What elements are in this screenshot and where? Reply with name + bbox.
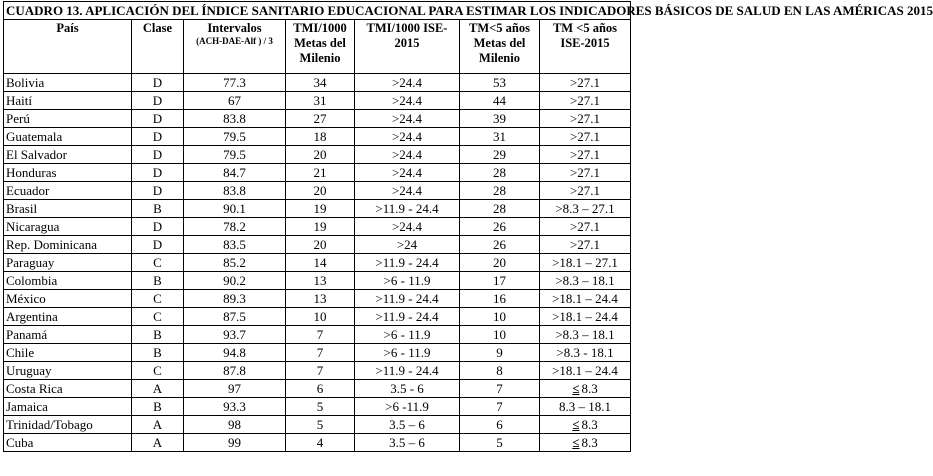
cell-tm5-metas: 31 [460, 128, 540, 146]
cell-pais: Rep. Dominicana [4, 236, 132, 254]
cell-tm5-ise: >27.1 [540, 74, 631, 92]
table-row [4, 164, 631, 182]
cell-pais: Uruguay [4, 362, 132, 380]
cell-tm5-metas: 53 [460, 74, 540, 92]
cell-tm5-ise: >8.3 – 18.1 [540, 326, 631, 344]
cell-tm5-metas: 20 [460, 254, 540, 272]
cell-tm5-metas: 16 [460, 290, 540, 308]
column-header-intervalos [184, 20, 286, 74]
cell-tm5-ise: >27.1 [540, 182, 631, 200]
cell-tm5-metas: 28 [460, 164, 540, 182]
table-row [4, 182, 631, 200]
table-row [4, 290, 631, 308]
cell-pais: Nicaragua [4, 218, 132, 236]
cell-intervalos: 79.5 [184, 146, 286, 164]
cell-pais: Jamaica [4, 398, 132, 416]
cell-tmi-metas: 31 [286, 92, 355, 110]
cell-tm5-metas: 10 [460, 308, 540, 326]
table-row [4, 74, 631, 92]
cell-pais: Paraguay [4, 254, 132, 272]
cell-intervalos: 83.8 [184, 182, 286, 200]
table-title: CUADRO 13. APLICACIÓN DEL ÍNDICE SANITARIO EDUCACIONAL PARA ESTIMAR LOS INDICADORES BÁSICOS DE SALUD EN LAS AMÉRICAS 2015 [4, 2, 631, 20]
cell-tmi-metas: 10 [286, 308, 355, 326]
table-row [4, 308, 631, 326]
cell-intervalos: 93.3 [184, 398, 286, 416]
cell-tm5-ise: 8.3 – 18.1 [540, 398, 631, 416]
cell-tmi-metas: 20 [286, 236, 355, 254]
cell-tmi-metas: 7 [286, 362, 355, 380]
cell-tm5-metas: 17 [460, 272, 540, 290]
table-row [4, 218, 631, 236]
column-header-intervalos-formula: (ACH-DAE-Alf ) / 3 [196, 36, 273, 46]
cell-pais: Panamá [4, 326, 132, 344]
cell-clase: D [132, 236, 184, 254]
cell-tmi-metas: 20 [286, 182, 355, 200]
cell-tmi-ise: >24.4 [355, 146, 460, 164]
cell-tm5-metas: 10 [460, 326, 540, 344]
less-equal-symbol: ≤ [572, 381, 580, 396]
cell-tm5-metas: 26 [460, 236, 540, 254]
cell-clase: B [132, 326, 184, 344]
cell-tmi-ise: >24.4 [355, 218, 460, 236]
column-header-tm5-metas: TM<5 años Metas del Milenio [460, 20, 540, 74]
cell-tmi-ise: >6 - 11.9 [355, 272, 460, 290]
cell-intervalos: 85.2 [184, 254, 286, 272]
cell-intervalos: 83.8 [184, 110, 286, 128]
cell-tmi-ise: >24 [355, 236, 460, 254]
cell-pais: Cuba [4, 434, 132, 452]
cell-intervalos: 77.3 [184, 74, 286, 92]
cell-clase: B [132, 200, 184, 218]
cell-pais: Haití [4, 92, 132, 110]
table-row [4, 272, 631, 290]
data-table [3, 1, 933, 452]
cell-tm5-ise: >18.1 – 27.1 [540, 254, 631, 272]
cell-tm5-metas: 5 [460, 434, 540, 452]
cell-tmi-metas: 7 [286, 326, 355, 344]
cell-intervalos: 87.5 [184, 308, 286, 326]
cell-intervalos: 98 [184, 416, 286, 434]
cell-tmi-ise: >11.9 - 24.4 [355, 308, 460, 326]
cell-tmi-ise: >24.4 [355, 92, 460, 110]
cell-tm5-metas: 7 [460, 380, 540, 398]
cell-intervalos: 79.5 [184, 128, 286, 146]
cell-tm5-ise: >8.3 – 18.1 [540, 272, 631, 290]
cell-tm5-ise: >27.1 [540, 146, 631, 164]
table-row [4, 362, 631, 380]
cell-tmi-metas: 27 [286, 110, 355, 128]
cell-tmi-metas: 5 [286, 416, 355, 434]
table-row [4, 326, 631, 344]
header-row [4, 20, 631, 74]
column-header-intervalos-label: Intervalos [207, 21, 262, 35]
cell-value: 8.3 [581, 417, 598, 432]
cell-tm5-ise: >27.1 [540, 110, 631, 128]
cell-clase: C [132, 254, 184, 272]
cell-pais: Trinidad/Tobago [4, 416, 132, 434]
cell-tmi-metas: 13 [286, 290, 355, 308]
cell-tmi-metas: 7 [286, 344, 355, 362]
cell-clase: C [132, 290, 184, 308]
table-row [4, 380, 631, 398]
cell-intervalos: 90.2 [184, 272, 286, 290]
cell-value: 8.3 [581, 381, 598, 396]
cell-pais: Argentina [4, 308, 132, 326]
cell-intervalos: 84.7 [184, 164, 286, 182]
cell-tmi-ise: >11.9 - 24.4 [355, 254, 460, 272]
cell-tm5-ise: >27.1 [540, 218, 631, 236]
cell-clase: C [132, 308, 184, 326]
column-header-tmi-metas: TMI/1000 Metas del Milenio [286, 20, 355, 74]
cell-pais: Chile [4, 344, 132, 362]
table-row [4, 236, 631, 254]
cell-tmi-ise: >24.4 [355, 110, 460, 128]
cell-tmi-ise: >24.4 [355, 128, 460, 146]
cell-tmi-metas: 5 [286, 398, 355, 416]
cell-intervalos: 97 [184, 380, 286, 398]
cell-tm5-ise: >18.1 – 24.4 [540, 308, 631, 326]
cell-tm5-metas: 28 [460, 182, 540, 200]
cell-clase: B [132, 344, 184, 362]
table-row [4, 398, 631, 416]
table-row [4, 200, 631, 218]
cell-tmi-ise: >24.4 [355, 164, 460, 182]
table-row [4, 254, 631, 272]
cell-pais: Bolivia [4, 74, 132, 92]
cell-tmi-ise: >24.4 [355, 74, 460, 92]
cell-intervalos: 99 [184, 434, 286, 452]
cell-pais: Brasil [4, 200, 132, 218]
cell-tmi-metas: 21 [286, 164, 355, 182]
cell-pais: El Salvador [4, 146, 132, 164]
less-equal-symbol: ≤ [572, 435, 580, 450]
table-row [4, 344, 631, 362]
cell-tmi-metas: 6 [286, 380, 355, 398]
cell-tmi-metas: 14 [286, 254, 355, 272]
column-header-tm5-ise: TM <5 años ISE-2015 [540, 20, 631, 74]
table-row [4, 416, 631, 434]
cell-tmi-ise: >11.9 - 24.4 [355, 290, 460, 308]
cell-pais: Honduras [4, 164, 132, 182]
cell-clase: B [132, 272, 184, 290]
cell-intervalos: 90.1 [184, 200, 286, 218]
cell-clase: B [132, 398, 184, 416]
table-row [4, 92, 631, 110]
cell-tm5-ise: >18.1 – 24.4 [540, 290, 631, 308]
cell-clase: D [132, 92, 184, 110]
cell-value: 8.3 [581, 435, 598, 450]
cell-tm5-ise: >8.3 - 18.1 [540, 344, 631, 362]
cell-intervalos: 93.7 [184, 326, 286, 344]
cell-tm5-metas: 28 [460, 200, 540, 218]
cell-tmi-ise: >11.9 - 24.4 [355, 200, 460, 218]
cell-intervalos: 78.2 [184, 218, 286, 236]
cell-pais: México [4, 290, 132, 308]
cell-tm5-ise: >27.1 [540, 92, 631, 110]
cell-clase: D [132, 110, 184, 128]
cell-tmi-ise: >6 - 11.9 [355, 326, 460, 344]
column-header-tmi-ise: TMI/1000 ISE-2015 [355, 20, 460, 74]
cell-clase: A [132, 416, 184, 434]
cell-tm5-metas: 6 [460, 416, 540, 434]
cell-tmi-metas: 19 [286, 218, 355, 236]
cell-tmi-ise: 3.5 – 6 [355, 416, 460, 434]
cell-tmi-ise: >6 -11.9 [355, 398, 460, 416]
cell-tm5-metas: 44 [460, 92, 540, 110]
cell-tm5-ise: >27.1 [540, 164, 631, 182]
cell-clase: D [132, 182, 184, 200]
cell-pais: Costa Rica [4, 380, 132, 398]
cell-intervalos: 87.8 [184, 362, 286, 380]
cell-tmi-metas: 4 [286, 434, 355, 452]
cell-clase: C [132, 362, 184, 380]
cell-pais: Guatemala [4, 128, 132, 146]
cell-tm5-ise [540, 434, 631, 452]
cell-tmi-ise: >24.4 [355, 182, 460, 200]
cell-tm5-ise: >27.1 [540, 236, 631, 254]
cell-tm5-ise: >8.3 – 27.1 [540, 200, 631, 218]
cell-pais: Perú [4, 110, 132, 128]
cell-tmi-metas: 34 [286, 74, 355, 92]
cell-pais: Colombia [4, 272, 132, 290]
cell-tm5-metas: 26 [460, 218, 540, 236]
cell-tmi-metas: 20 [286, 146, 355, 164]
cell-pais: Ecuador [4, 182, 132, 200]
cell-tm5-ise: >18.1 – 24.4 [540, 362, 631, 380]
cell-tm5-ise [540, 380, 631, 398]
cell-clase: D [132, 128, 184, 146]
table-row [4, 434, 631, 452]
cell-clase: A [132, 380, 184, 398]
column-header-clase: Clase [132, 20, 184, 74]
cell-tm5-metas: 39 [460, 110, 540, 128]
cell-clase: D [132, 146, 184, 164]
table-row [4, 146, 631, 164]
title-row [4, 2, 631, 20]
cell-tm5-metas: 9 [460, 344, 540, 362]
cell-intervalos: 89.3 [184, 290, 286, 308]
cell-tmi-metas: 19 [286, 200, 355, 218]
cell-tm5-metas: 7 [460, 398, 540, 416]
cell-tmi-ise: >6 - 11.9 [355, 344, 460, 362]
cell-intervalos: 94.8 [184, 344, 286, 362]
cell-tmi-metas: 13 [286, 272, 355, 290]
cell-tmi-ise: >11.9 - 24.4 [355, 362, 460, 380]
cell-clase: D [132, 164, 184, 182]
less-equal-symbol: ≤ [572, 417, 580, 432]
cell-intervalos: 83.5 [184, 236, 286, 254]
cell-tm5-ise [540, 416, 631, 434]
table-row [4, 128, 631, 146]
cell-clase: D [132, 74, 184, 92]
cell-tm5-metas: 8 [460, 362, 540, 380]
cell-tmi-metas: 18 [286, 128, 355, 146]
cell-tmi-ise: 3.5 - 6 [355, 380, 460, 398]
cell-tmi-ise: 3.5 – 6 [355, 434, 460, 452]
cell-intervalos: 67 [184, 92, 286, 110]
cell-clase: D [132, 218, 184, 236]
cell-tm5-ise: >27.1 [540, 128, 631, 146]
table-row [4, 110, 631, 128]
column-header-pais: País [4, 20, 132, 74]
cell-tm5-metas: 29 [460, 146, 540, 164]
cell-clase: A [132, 434, 184, 452]
